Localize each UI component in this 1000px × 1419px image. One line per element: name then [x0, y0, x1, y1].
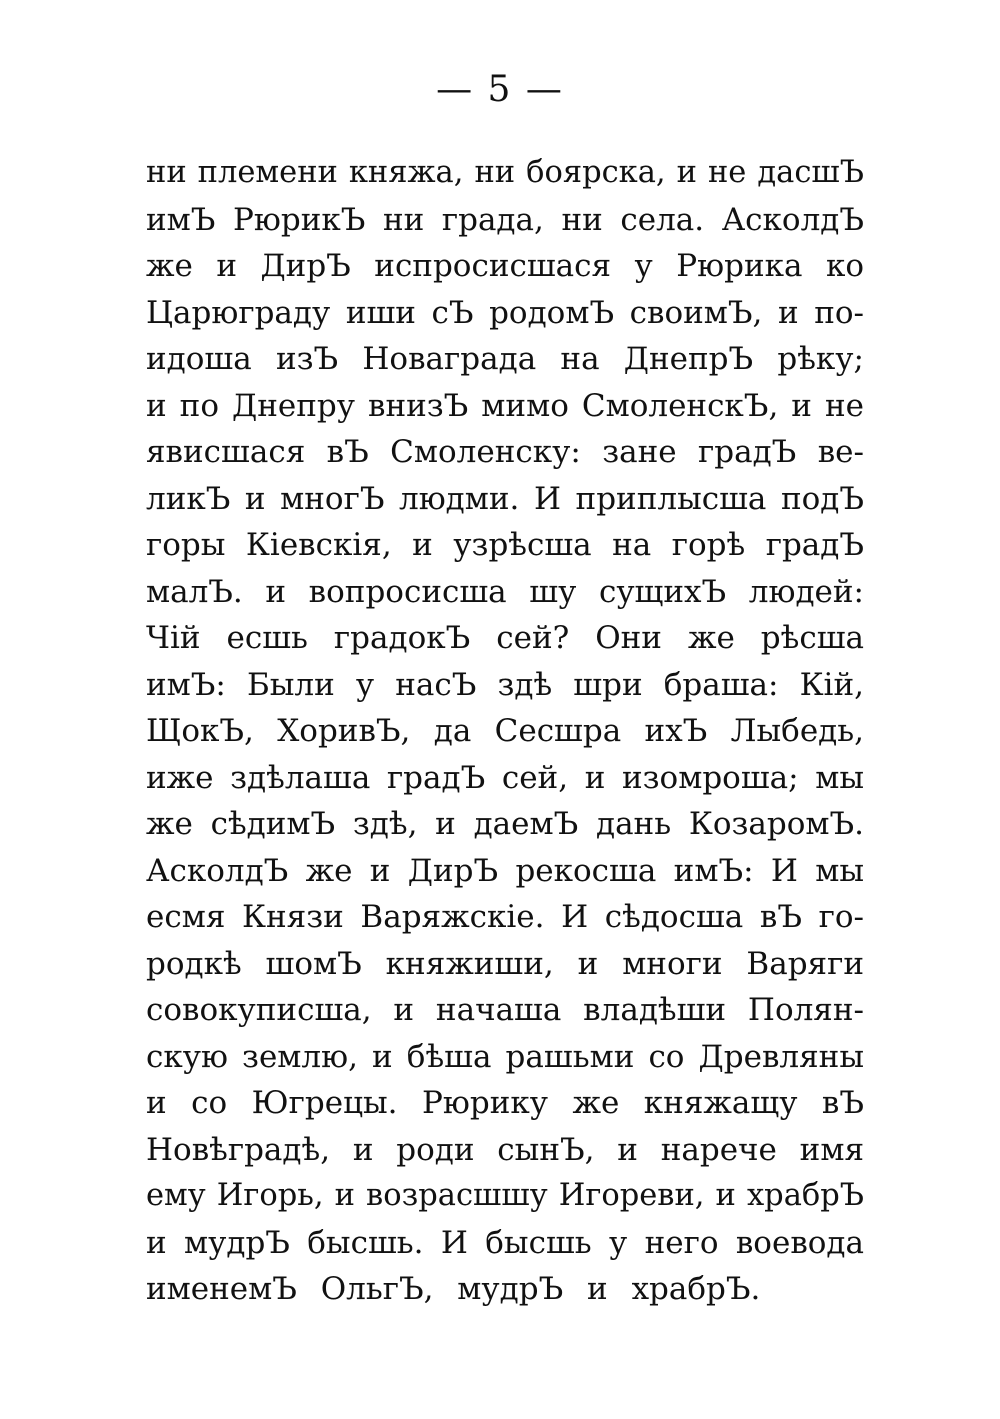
text-line: совокуписша, и начаша владѣши Полян-: [146, 992, 864, 1028]
text-line: ЩокЪ, ХоривЪ, да Сесшра ихЪ Лыбедь,: [146, 713, 864, 749]
text-line: и мудрЪ бысшь. И бысшь у него воевода: [146, 1224, 864, 1261]
text-line: ликЪ и многЪ людми. И приплысша подЪ: [146, 480, 864, 517]
text-line-last: именемЪ ОльгЪ, мудрЪ и храбрЪ.: [146, 1271, 761, 1307]
text-line: Чій есшь градокЪ сей? Они же рѣсша: [146, 620, 864, 656]
text-line: Царюграду иши сЪ родомЪ своимЪ, и по-: [146, 294, 864, 331]
text-line: же и ДирЪ испросисшася у Рюрика ко: [146, 248, 864, 284]
text-line: же сѣдимЪ здѣ, и даемЪ дань КозаромЪ.: [146, 806, 864, 842]
text-line: ему Игорь, и возрасшшу Игореви, и храбрЪ: [146, 1178, 864, 1213]
text-line: Новѣградѣ, и роди сынЪ, и нарече имя: [146, 1131, 864, 1168]
text-line: горы Кіевскія, и узрѣсша на горѣ градЪ: [146, 527, 864, 563]
text-line: идоша изЪ Новаграда на ДнепрЪ рѣку;: [146, 341, 864, 377]
text-line: иже здѣлаша градЪ сей, и изомроша; мы: [146, 759, 864, 796]
text-line: имЪ РюрикЪ ни града, ни села. АсколдЪ: [146, 201, 864, 238]
text-line: малЪ. и вопросисша шу сущихЪ людей:: [146, 573, 864, 610]
text-line: АсколдЪ же и ДирЪ рекосша имЪ: И мы: [146, 852, 864, 889]
text-line: имЪ: Были у насЪ здѣ шри браша: Кій,: [146, 666, 864, 703]
text-body: [146, 150, 864, 1313]
text-line: и по Днепру внизЪ мимо СмоленскЪ, и не: [146, 387, 864, 424]
text-line: и со Югрецы. Рюрику же княжащу вЪ: [146, 1085, 864, 1121]
text-line: явисшася вЪ Смоленску: зане градЪ ве-: [146, 434, 864, 470]
text-line: ни племени княжа, ни боярска, и не дасшЪ: [146, 155, 864, 190]
page-number: — 5 —: [436, 69, 564, 110]
text-line: скую землю, и бѣша рашьми со Древляны: [146, 1038, 864, 1075]
text-line: есмя Князи Варяжскіе. И сѣдосша вЪ го-: [146, 899, 864, 935]
text-line: родкѣ шомЪ княжиши, и многи Варяги: [146, 945, 864, 982]
